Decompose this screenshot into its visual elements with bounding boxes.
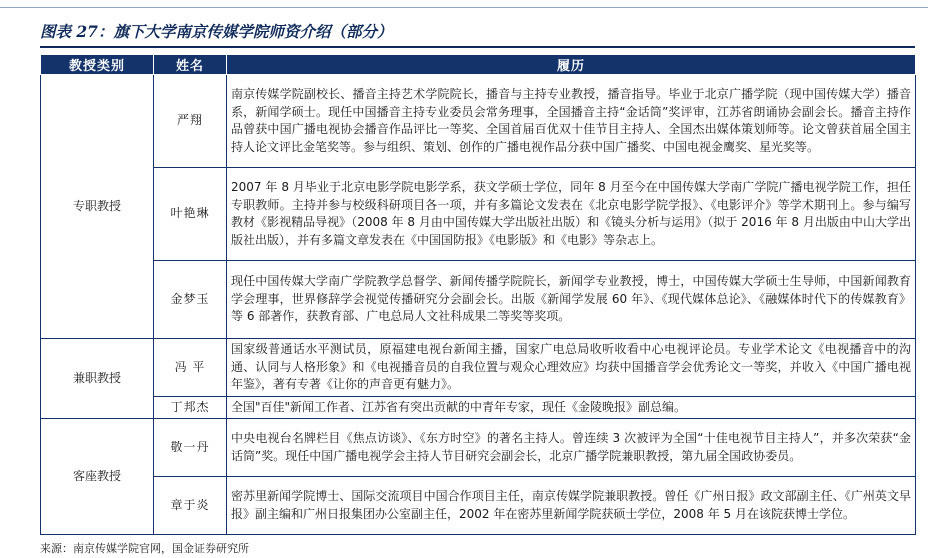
name-cell: 丁邦杰 <box>154 397 227 419</box>
caption-underline <box>40 46 915 48</box>
resume-cell: 全国"百佳"新闻工作者、江苏省有突出贡献的中青年专家，现任《金陵晚报》副总编。 <box>227 397 916 419</box>
top-divider <box>0 7 928 8</box>
name-cell: 章于炎 <box>154 477 227 535</box>
resume-cell: 密苏里新闻学院博士、国际交流项目中国合作项目主任，南京传媒学院兼职教授。曾任《广州日报》政文部副主任、《广州英文早报》副主编和广州日报集团办公室副主任，2002 年在密苏里新闻学院获硕士学位，2008 年 5 月在该院获博士学位。 <box>227 477 916 535</box>
category-cell: 专职教授 <box>41 75 154 339</box>
table-row <box>41 168 916 261</box>
resume-cell: 2007 年 8 月毕业于北京电影学院电影学系，获文学硕士学位，同年 8 月至今在中国传媒大学南广学院广播电视学院工作，担任专职教师。主持并参与校级科研项目各一项，并有多篇论文发表在《北京电影学院学报》、《电影评介》等学术期刊上。参与编写教材《影视精品导视》（2008 年 8 月由中国传媒大学出版社出版）和《镜头分析与运用》（拟于 2016 年 8 月出版由中山大学出版社出版），并有多篇文章发表在《中国国防报》《电影版》和《电影》等杂志上。 <box>227 168 916 261</box>
table-row <box>41 75 916 168</box>
header-name: 姓名 <box>154 55 227 75</box>
table-row <box>41 397 916 419</box>
faculty-table <box>40 54 916 535</box>
name-cell: 敬一丹 <box>154 419 227 477</box>
table-row <box>41 477 916 535</box>
header-category: 教授类别 <box>41 55 154 75</box>
table-header-row <box>41 55 916 75</box>
table-row <box>41 419 916 477</box>
source-note: 来源：南京传媒学院官网，国金证券研究所 <box>40 542 249 555</box>
name-cell: 叶艳琳 <box>154 168 227 261</box>
header-resume: 履历 <box>227 55 916 75</box>
name-cell: 严翔 <box>154 75 227 168</box>
resume-cell: 中央电视台名牌栏目《焦点访谈》、《东方时空》的著名主持人。曾连续 3 次被评为全国“十佳电视节目主持人”，并多次荣获“金话筒”奖。现任中国广播电视学会主持人节目研究会副会长，北京广播学院兼职教授，第九届全国政协委员。 <box>227 419 916 477</box>
name-cell: 金梦玉 <box>154 261 227 339</box>
category-cell: 客座教授 <box>41 419 154 535</box>
table-row <box>41 261 916 339</box>
figure-caption: 图表 27：旗下大学南京传媒学院师资介绍（部分） <box>40 22 393 41</box>
category-cell: 兼职教授 <box>41 339 154 419</box>
resume-cell: 南京传媒学院副校长、播音主持艺术学院院长，播音与主持专业教授，播音指导。毕业于北京广播学院（现中国传媒大学）播音系，新闻学硕士。现任中国播音主持专业委员会常务理事，全国播音主持“金话筒”奖评审，江苏省朗诵协会副会长。播音主持作品曾获中国广播电视协会播音作品评比一等奖、全国首届百优双十佳节目主持人、全国杰出媒体策划师等。论文曾获首届全国主持人论文评比金笔奖等。参与组织、策划、创作的广播电视作品分获中国广播奖、中国电视金鹰奖、星光奖等。 <box>227 75 916 168</box>
resume-cell: 国家级普通话水平测试员，原福建电视台新闻主播，国家广电总局收听收看中心电视评论员。专业学术论文《电视播音中的沟通、认同与人格形象》和《电视播音员的自我位置与观众心理效应》均获中国播音学会优秀论文一等奖，并收入《中国广播电视年鉴》，著有专著《让你的声音更有魅力》。 <box>227 339 916 397</box>
resume-cell: 现任中国传媒大学南广学院教学总督学、新闻传播学院院长，新闻学专业教授，博士，中国传媒大学硕士生导师，中国新闻教育学会理事，世界修辞学会视觉传播研究分会副会长。出版《新闻学发展 60 年》、《现代媒体总论》、《融媒体时代下的传媒教育》等 6 部著作，获教育部、广电总局人文社科成果二等奖等奖项。 <box>227 261 916 339</box>
table-row <box>41 339 916 397</box>
name-cell: 冯 平 <box>154 339 227 397</box>
